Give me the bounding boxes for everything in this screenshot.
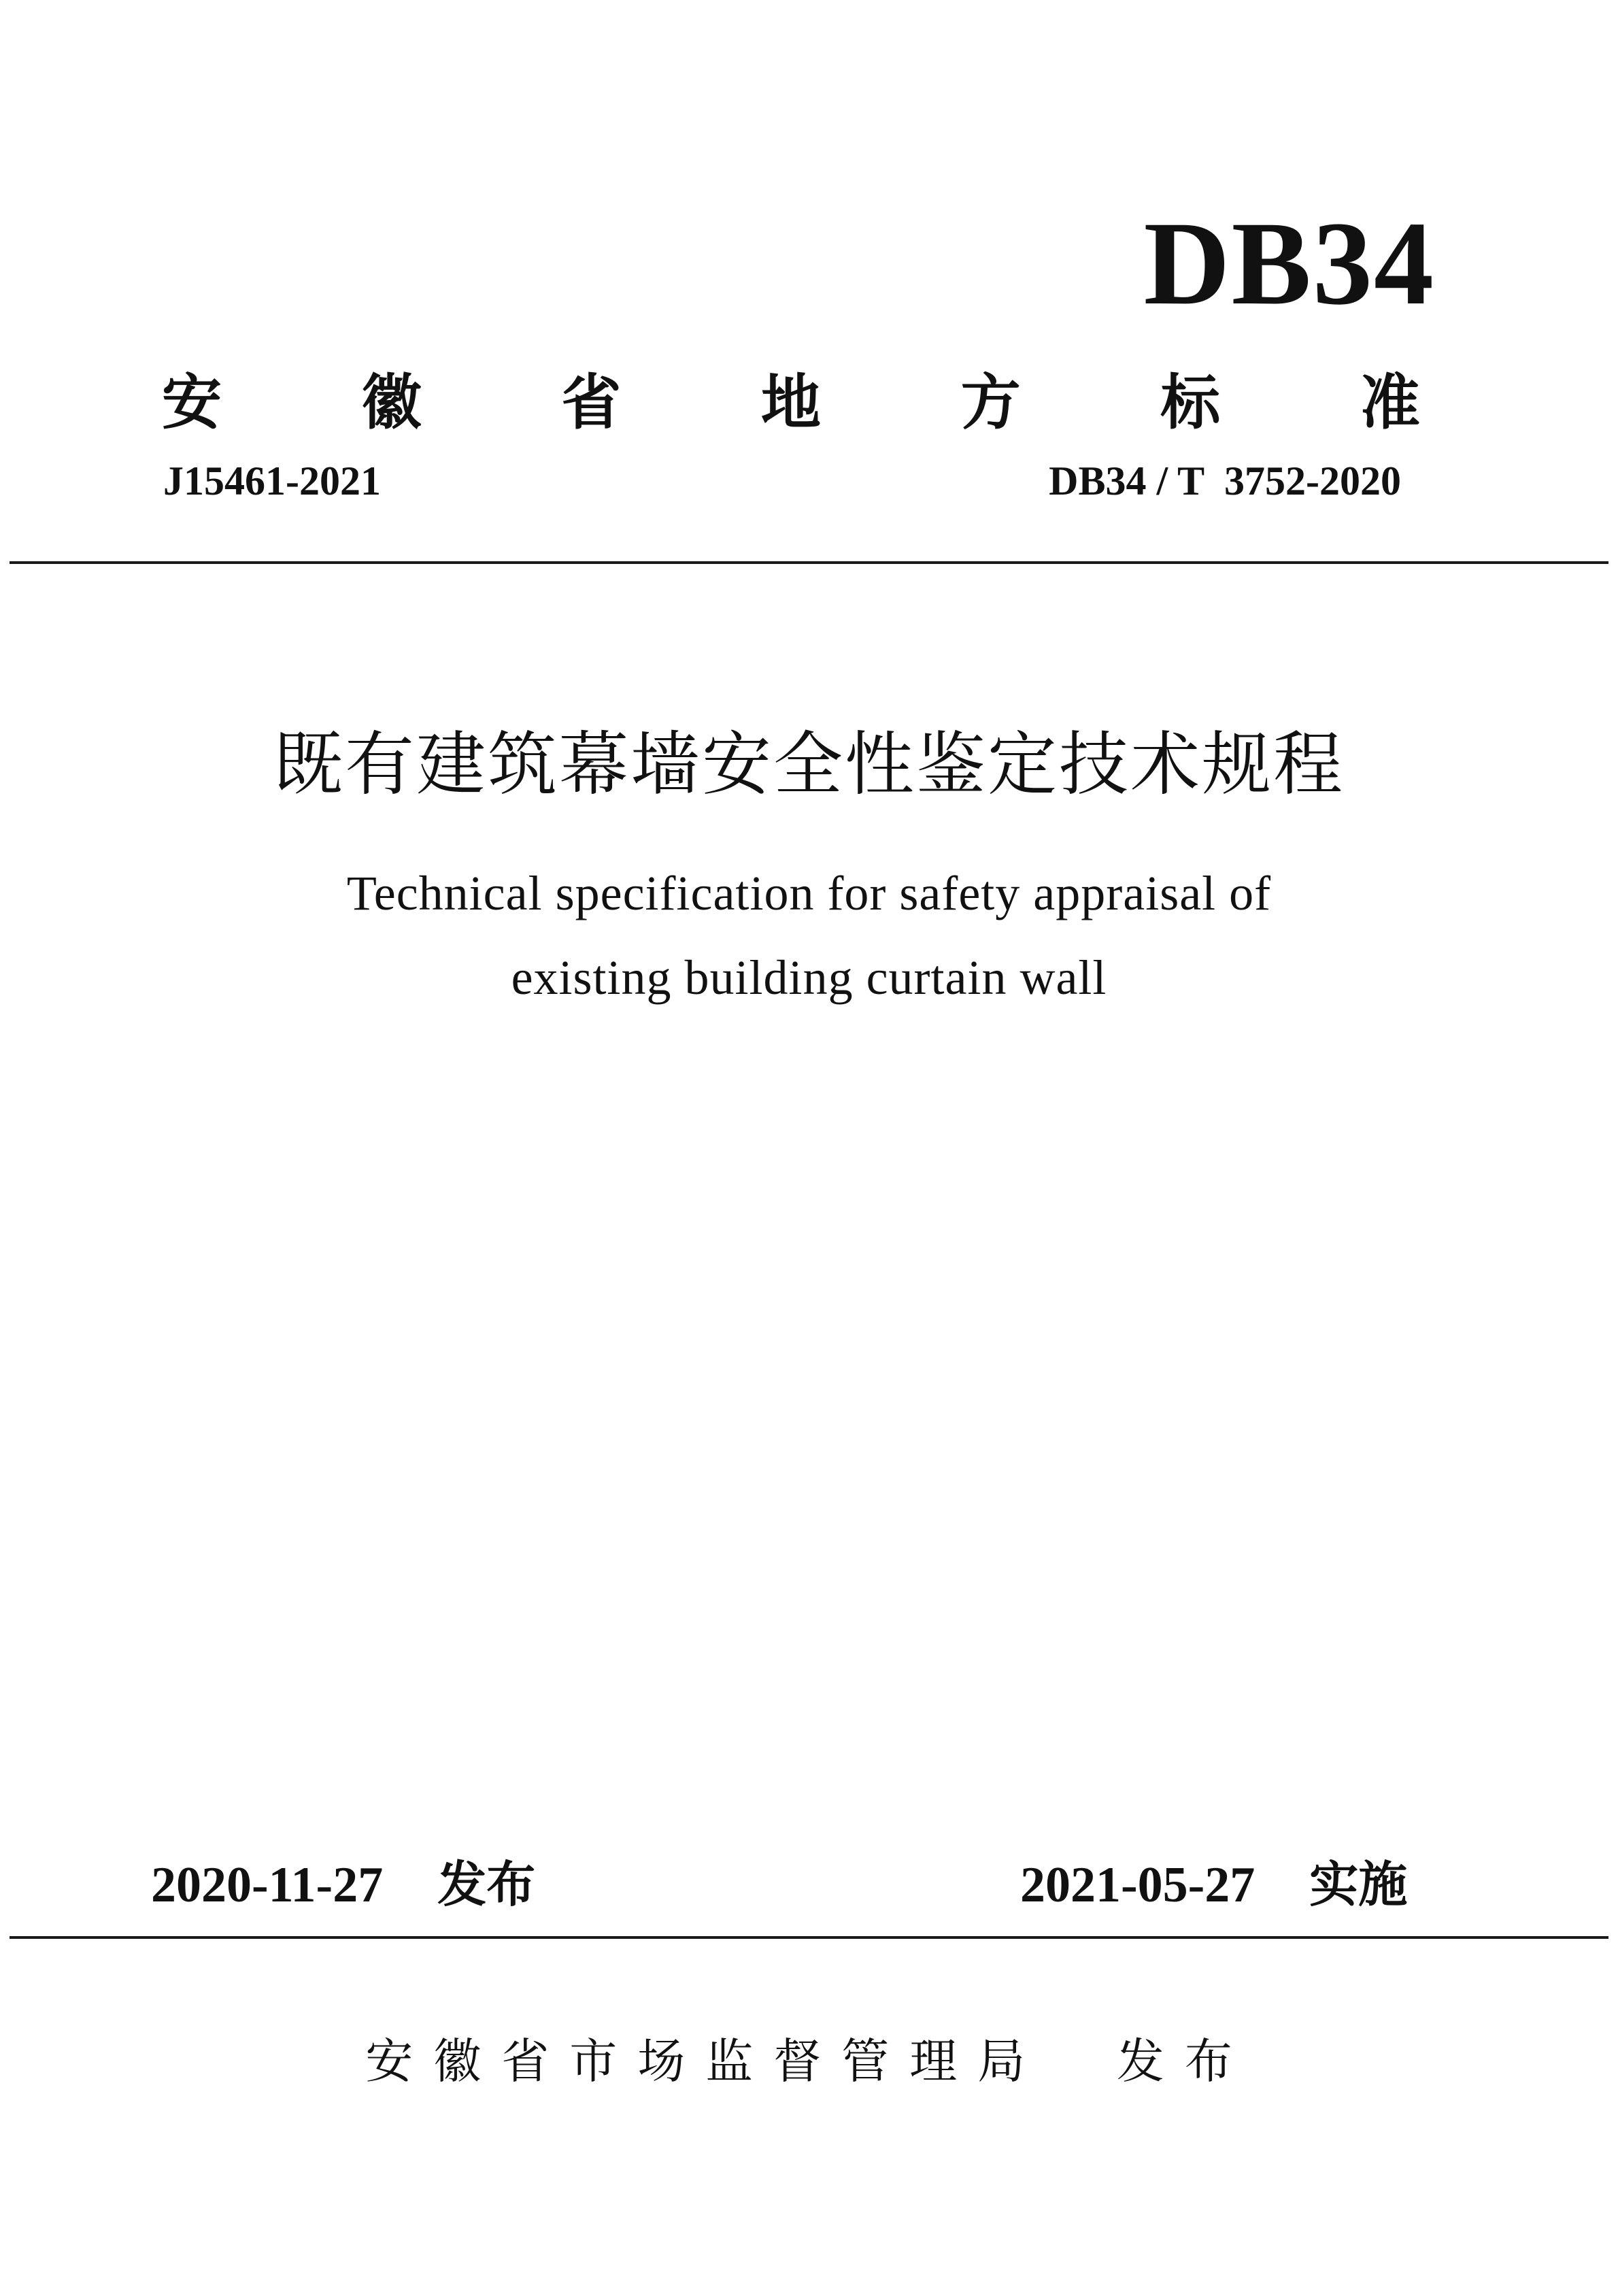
- standard-type-char: 方: [960, 367, 1021, 437]
- issue-date-block: [151, 1854, 535, 1916]
- issue-label: 发布: [437, 1856, 536, 1913]
- bottom-divider: [10, 1936, 1608, 1939]
- implement-date: 2021-05-27: [1020, 1857, 1255, 1913]
- standard-code-db34: DB34: [1143, 197, 1435, 330]
- standard-type-char: 准: [1360, 367, 1420, 437]
- standard-type-char: 徽: [361, 367, 422, 437]
- implement-date-block: [1020, 1854, 1407, 1916]
- standard-type-char: 地: [760, 367, 821, 437]
- title-english-line2: existing building curtain wall: [511, 950, 1107, 1005]
- standard-type-char: 安: [162, 367, 222, 437]
- implement-label: 实施: [1309, 1856, 1408, 1913]
- issue-date: 2020-11-27: [151, 1857, 384, 1913]
- standard-type-char: 标: [1160, 367, 1221, 437]
- standard-number: DB34 / T 3752-2020: [1049, 459, 1401, 503]
- title-chinese: 既有建筑幕墙安全性鉴定技术规程: [273, 725, 1345, 805]
- publisher-line: 安徽省市场监督管理局 发布: [365, 2033, 1253, 2089]
- top-divider: [10, 561, 1608, 564]
- title-english-line1: Technical specification for safety appraisal of: [346, 866, 1272, 920]
- standard-type-char: 省: [561, 367, 622, 437]
- standard-type-heading: [162, 357, 1420, 439]
- record-number: J15461-2021: [163, 459, 381, 503]
